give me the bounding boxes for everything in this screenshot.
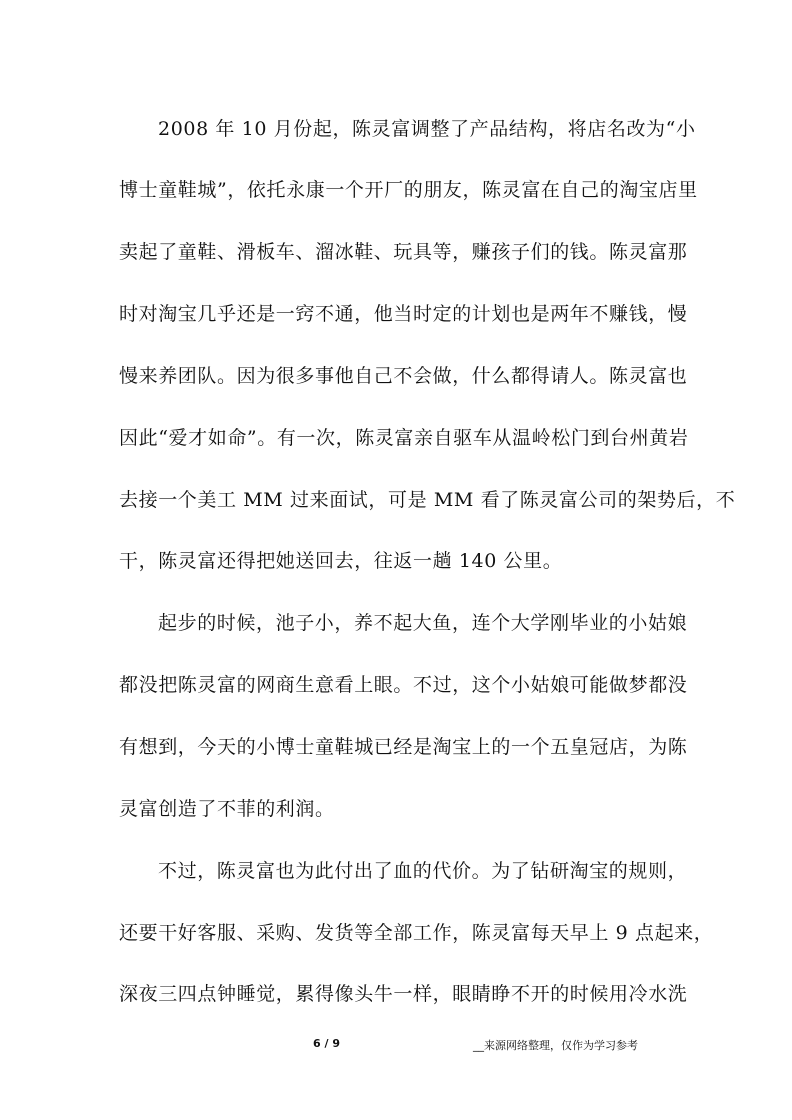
paragraph-1-line-6: 因此“爱才如命”。有一次，陈灵富亲自驱车从温岭松门到台州黄岩 <box>119 427 689 449</box>
paragraph-2-line-3: 有想到，今天的小博士童鞋城已经是淘宝上的一个五皇冠店，为陈 <box>119 736 688 758</box>
paragraph-1-line-7: 去接一个美工 MM 过来面试，可是 MM 看了陈灵富公司的架势后，不 <box>119 489 736 511</box>
paragraph-1-line-3: 卖起了童鞋、滑板车、溜冰鞋、玩具等，赚孩子们的钱。陈灵富那 <box>119 241 688 263</box>
paragraph-2-line-2: 都没把陈灵富的网商生意看上眼。不过，这个小姑娘可能做梦都没 <box>119 674 688 696</box>
paragraph-1-line-2: 博士童鞋城”，依托永康一个开厂的朋友，陈灵富在自己的淘宝店里 <box>119 179 698 201</box>
paragraph-3-line-3: 深夜三四点钟睡觉，累得像头牛一样，眼睛睁不开的时候用冷水洗 <box>119 983 688 1005</box>
paragraph-1-line-5: 慢来养团队。因为很多事他自己不会做，什么都得请人。陈灵富也 <box>119 365 688 387</box>
paragraph-3-line-2: 还要干好客服、采购、发货等全部工作，陈灵富每天早上 9 点起来， <box>119 922 714 944</box>
paragraph-3-line-1: 不过，陈灵富也为此付出了血的代价。为了钻研淘宝的规则， <box>158 860 688 882</box>
paragraph-1-line-4: 时对淘宝几乎还是一窍不通，他当时定的计划也是两年不赚钱，慢 <box>119 303 688 325</box>
page-number: 6 / 9 <box>313 1037 340 1050</box>
paragraph-2-line-4: 灵富创造了不菲的利润。 <box>119 798 335 820</box>
source-note: __来源网络整理，仅作为学习参考 <box>473 1039 638 1052</box>
paragraph-2-line-1: 起步的时候，池子小，养不起大鱼，连个大学刚毕业的小姑娘 <box>158 612 688 634</box>
paragraph-1-line-8: 干，陈灵富还得把她送回去，往返一趟 140 公里。 <box>119 550 563 572</box>
paragraph-1-line-1: 2008 年 10 月份起，陈灵富调整了产品结构，将店名改为“小 <box>158 118 696 140</box>
